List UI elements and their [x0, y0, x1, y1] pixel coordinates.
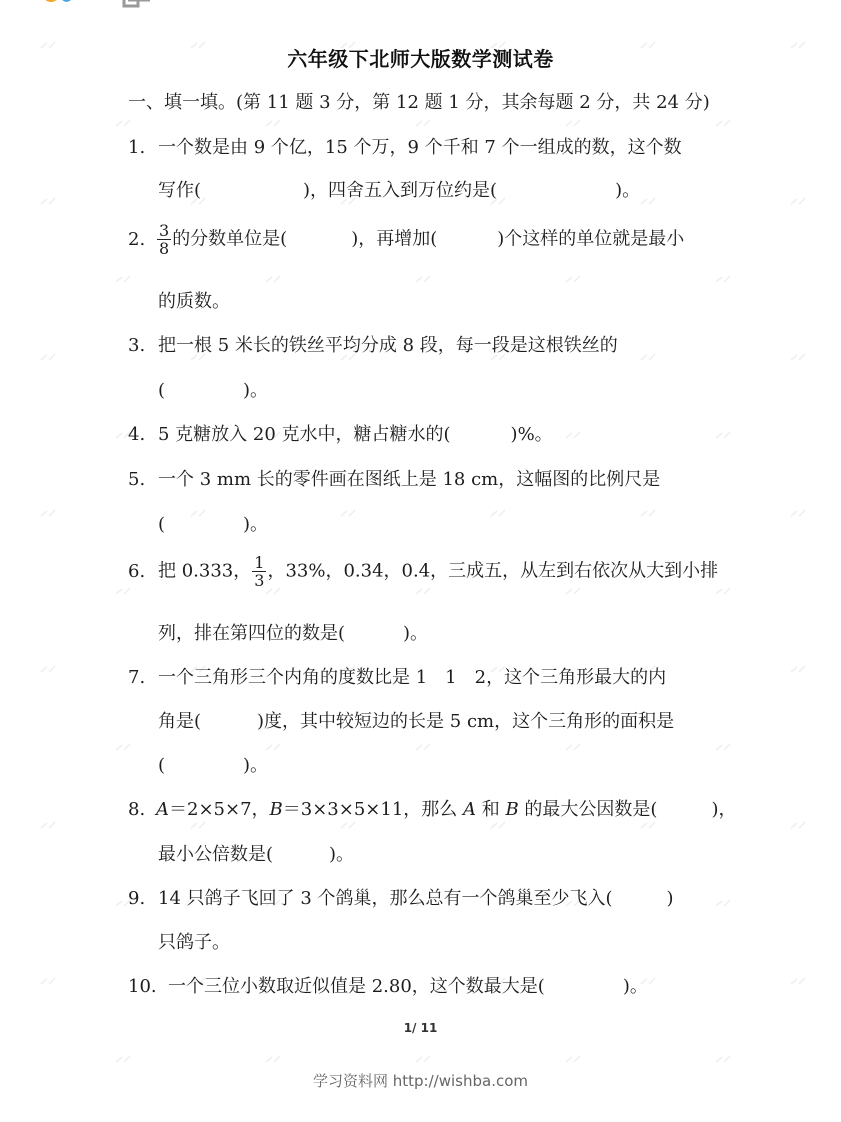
variable-a: A — [463, 799, 476, 820]
question-5-line2 — [158, 510, 268, 536]
page-title: 六年级下北师大版数学测试卷 — [287, 47, 554, 71]
question-text: )。 — [615, 180, 641, 201]
watermark-icon — [115, 742, 131, 752]
watermark-icon — [790, 508, 806, 518]
question-2-line2: 的质数。 — [158, 291, 230, 312]
question-text: ＝3×3×5×11，那么 — [282, 799, 463, 820]
watermark-icon — [40, 196, 56, 206]
question-3-line2 — [158, 376, 268, 402]
question-5-line1 — [128, 465, 660, 491]
question-text: 一个数是由 9 个亿，15 个万，9 个千和 7 个一组成的数，这个数 — [158, 137, 682, 158]
watermark-icon — [340, 508, 356, 518]
question-7-line3 — [158, 751, 268, 777]
watermark-icon — [790, 664, 806, 674]
watermark-icon — [115, 118, 131, 128]
footer-site-link[interactable]: 学习资料网 http://wishba.com — [313, 1072, 528, 1090]
question-text: ，33%，0.34，0.4，三成五，从左到右依次从大到小排 — [267, 560, 719, 582]
watermark-icon — [40, 976, 56, 986]
question-1-line2 — [158, 176, 640, 202]
watermark-icon — [565, 1054, 581, 1064]
watermark-icon — [40, 664, 56, 674]
watermark-icon — [40, 508, 56, 518]
watermark-icon — [265, 274, 281, 284]
question-text: )。 — [403, 623, 429, 644]
watermark-icon — [640, 196, 656, 206]
watermark-icon — [790, 820, 806, 830]
watermark-icon — [640, 820, 656, 830]
question-text: )度，其中较短边的长是 5 cm，这个三角形的面积是 — [257, 711, 675, 732]
variable-b: B — [505, 799, 519, 820]
watermark-icon — [40, 352, 56, 362]
question-9-line2: 只鸽子。 — [158, 932, 230, 953]
fraction-denominator: 3 — [254, 571, 265, 590]
question-number: 5. — [128, 469, 146, 490]
watermark-icon — [415, 1054, 431, 1064]
question-text: )，再增加( — [351, 228, 438, 250]
watermark-icon — [715, 742, 731, 752]
watermark-icon — [115, 1054, 131, 1064]
fraction-denominator: 8 — [159, 239, 170, 258]
question-text: )。 — [243, 755, 269, 776]
question-4 — [128, 420, 553, 446]
question-text: )。 — [243, 380, 269, 401]
question-text: ( — [158, 514, 166, 535]
question-6-line2 — [158, 619, 428, 645]
question-3-line1 — [128, 331, 618, 357]
question-text: 写作( — [158, 180, 202, 201]
watermark-icon — [265, 118, 281, 128]
question-text: 的最大公因数是( — [518, 799, 658, 820]
fraction-numerator: 3 — [159, 221, 170, 240]
question-number: 1. — [128, 137, 146, 158]
question-text: ( — [158, 755, 166, 776]
watermark-icon — [115, 274, 131, 284]
question-9-line1 — [128, 884, 674, 910]
question-number: 2. — [128, 228, 146, 250]
question-text: 一个 3 mm 长的零件画在图纸上是 18 cm，这幅图的比例尺是 — [158, 469, 661, 490]
watermark-icon — [190, 820, 206, 830]
question-text: )， — [711, 799, 737, 820]
question-text: )个这样的单位就是最小 — [497, 228, 685, 250]
variable-a: A — [156, 799, 169, 820]
question-1-line1 — [128, 133, 682, 159]
question-text: )。 — [622, 976, 648, 997]
question-7-line1 — [128, 663, 666, 689]
question-text: ( — [158, 380, 166, 401]
question-number: 8. — [128, 799, 146, 820]
watermark-icon — [790, 352, 806, 362]
question-text: 的分数单位是( — [172, 228, 288, 250]
question-text: 把一根 5 米长的铁丝平均分成 8 段，每一段是这根铁丝的 — [158, 335, 618, 356]
watermark-icon — [490, 820, 506, 830]
question-number: 7. — [128, 667, 146, 688]
watermark-icon — [415, 742, 431, 752]
watermark-icon — [715, 430, 731, 440]
question-number: 4. — [128, 424, 146, 445]
watermark-icon — [640, 352, 656, 362]
logo-text-icon — [120, 0, 160, 10]
question-text: 角是( — [158, 711, 202, 732]
watermark-icon — [715, 118, 731, 128]
watermark-icon — [415, 274, 431, 284]
question-number: 10. — [128, 976, 157, 997]
question-text: 把 0.333， — [158, 560, 252, 582]
watermark-icon — [565, 742, 581, 752]
watermark-icon — [790, 196, 806, 206]
watermark-icon — [265, 1054, 281, 1064]
question-number: 9. — [128, 888, 146, 909]
question-text: 14 只鸽子飞回了 3 个鸽巢，那么总有一个鸽巢至少飞入( — [158, 888, 613, 909]
fraction — [157, 222, 171, 257]
logo-icon — [38, 0, 88, 12]
fraction-numerator: 1 — [254, 553, 265, 572]
watermark-icon — [565, 118, 581, 128]
question-7-line2 — [158, 707, 674, 733]
question-10 — [128, 972, 648, 998]
question-2-line1 — [128, 222, 684, 257]
question-number: 3. — [128, 335, 146, 356]
watermark-icon — [40, 820, 56, 830]
question-8-line1 — [128, 795, 736, 821]
watermark-icon — [340, 820, 356, 830]
page-number: 1/ 11 — [403, 1021, 438, 1035]
question-6-line1 — [128, 554, 718, 589]
question-text: 一个三位小数取近似值是 2.80，这个数最大是( — [168, 976, 545, 997]
watermark-icon — [640, 508, 656, 518]
question-text: ＝2×5×7， — [169, 799, 270, 820]
watermark-icon — [715, 274, 731, 284]
question-text: )。 — [329, 844, 355, 865]
question-text: 列，排在第四位的数是( — [158, 623, 346, 644]
question-text: )，四舍五入到万位约是( — [303, 180, 498, 201]
watermark-icon — [715, 898, 731, 908]
watermark-icon — [790, 976, 806, 986]
watermark-icon — [565, 430, 581, 440]
question-text: 和 — [476, 799, 506, 820]
section-heading: 一、填一填。(第 11 题 3 分，第 12 题 1 分，其余每题 2 分，共 24 分) — [128, 92, 710, 113]
fraction — [252, 554, 266, 589]
question-text: 最小公倍数是( — [158, 844, 274, 865]
question-8-line2 — [158, 840, 354, 866]
question-text: )。 — [243, 514, 269, 535]
question-text: ) — [666, 888, 674, 909]
watermark-icon — [565, 274, 581, 284]
question-text: 5 克糖放入 20 克水中，糖占糖水的( — [158, 424, 451, 445]
question-number: 6. — [128, 560, 146, 582]
variable-b: B — [269, 799, 283, 820]
watermark-icon — [715, 1054, 731, 1064]
watermark-icon — [490, 508, 506, 518]
watermark-icon — [415, 118, 431, 128]
question-text: 一个三角形三个内角的度数比是 1 1 2，这个三角形最大的内 — [158, 667, 667, 688]
question-text: )%。 — [510, 424, 553, 445]
